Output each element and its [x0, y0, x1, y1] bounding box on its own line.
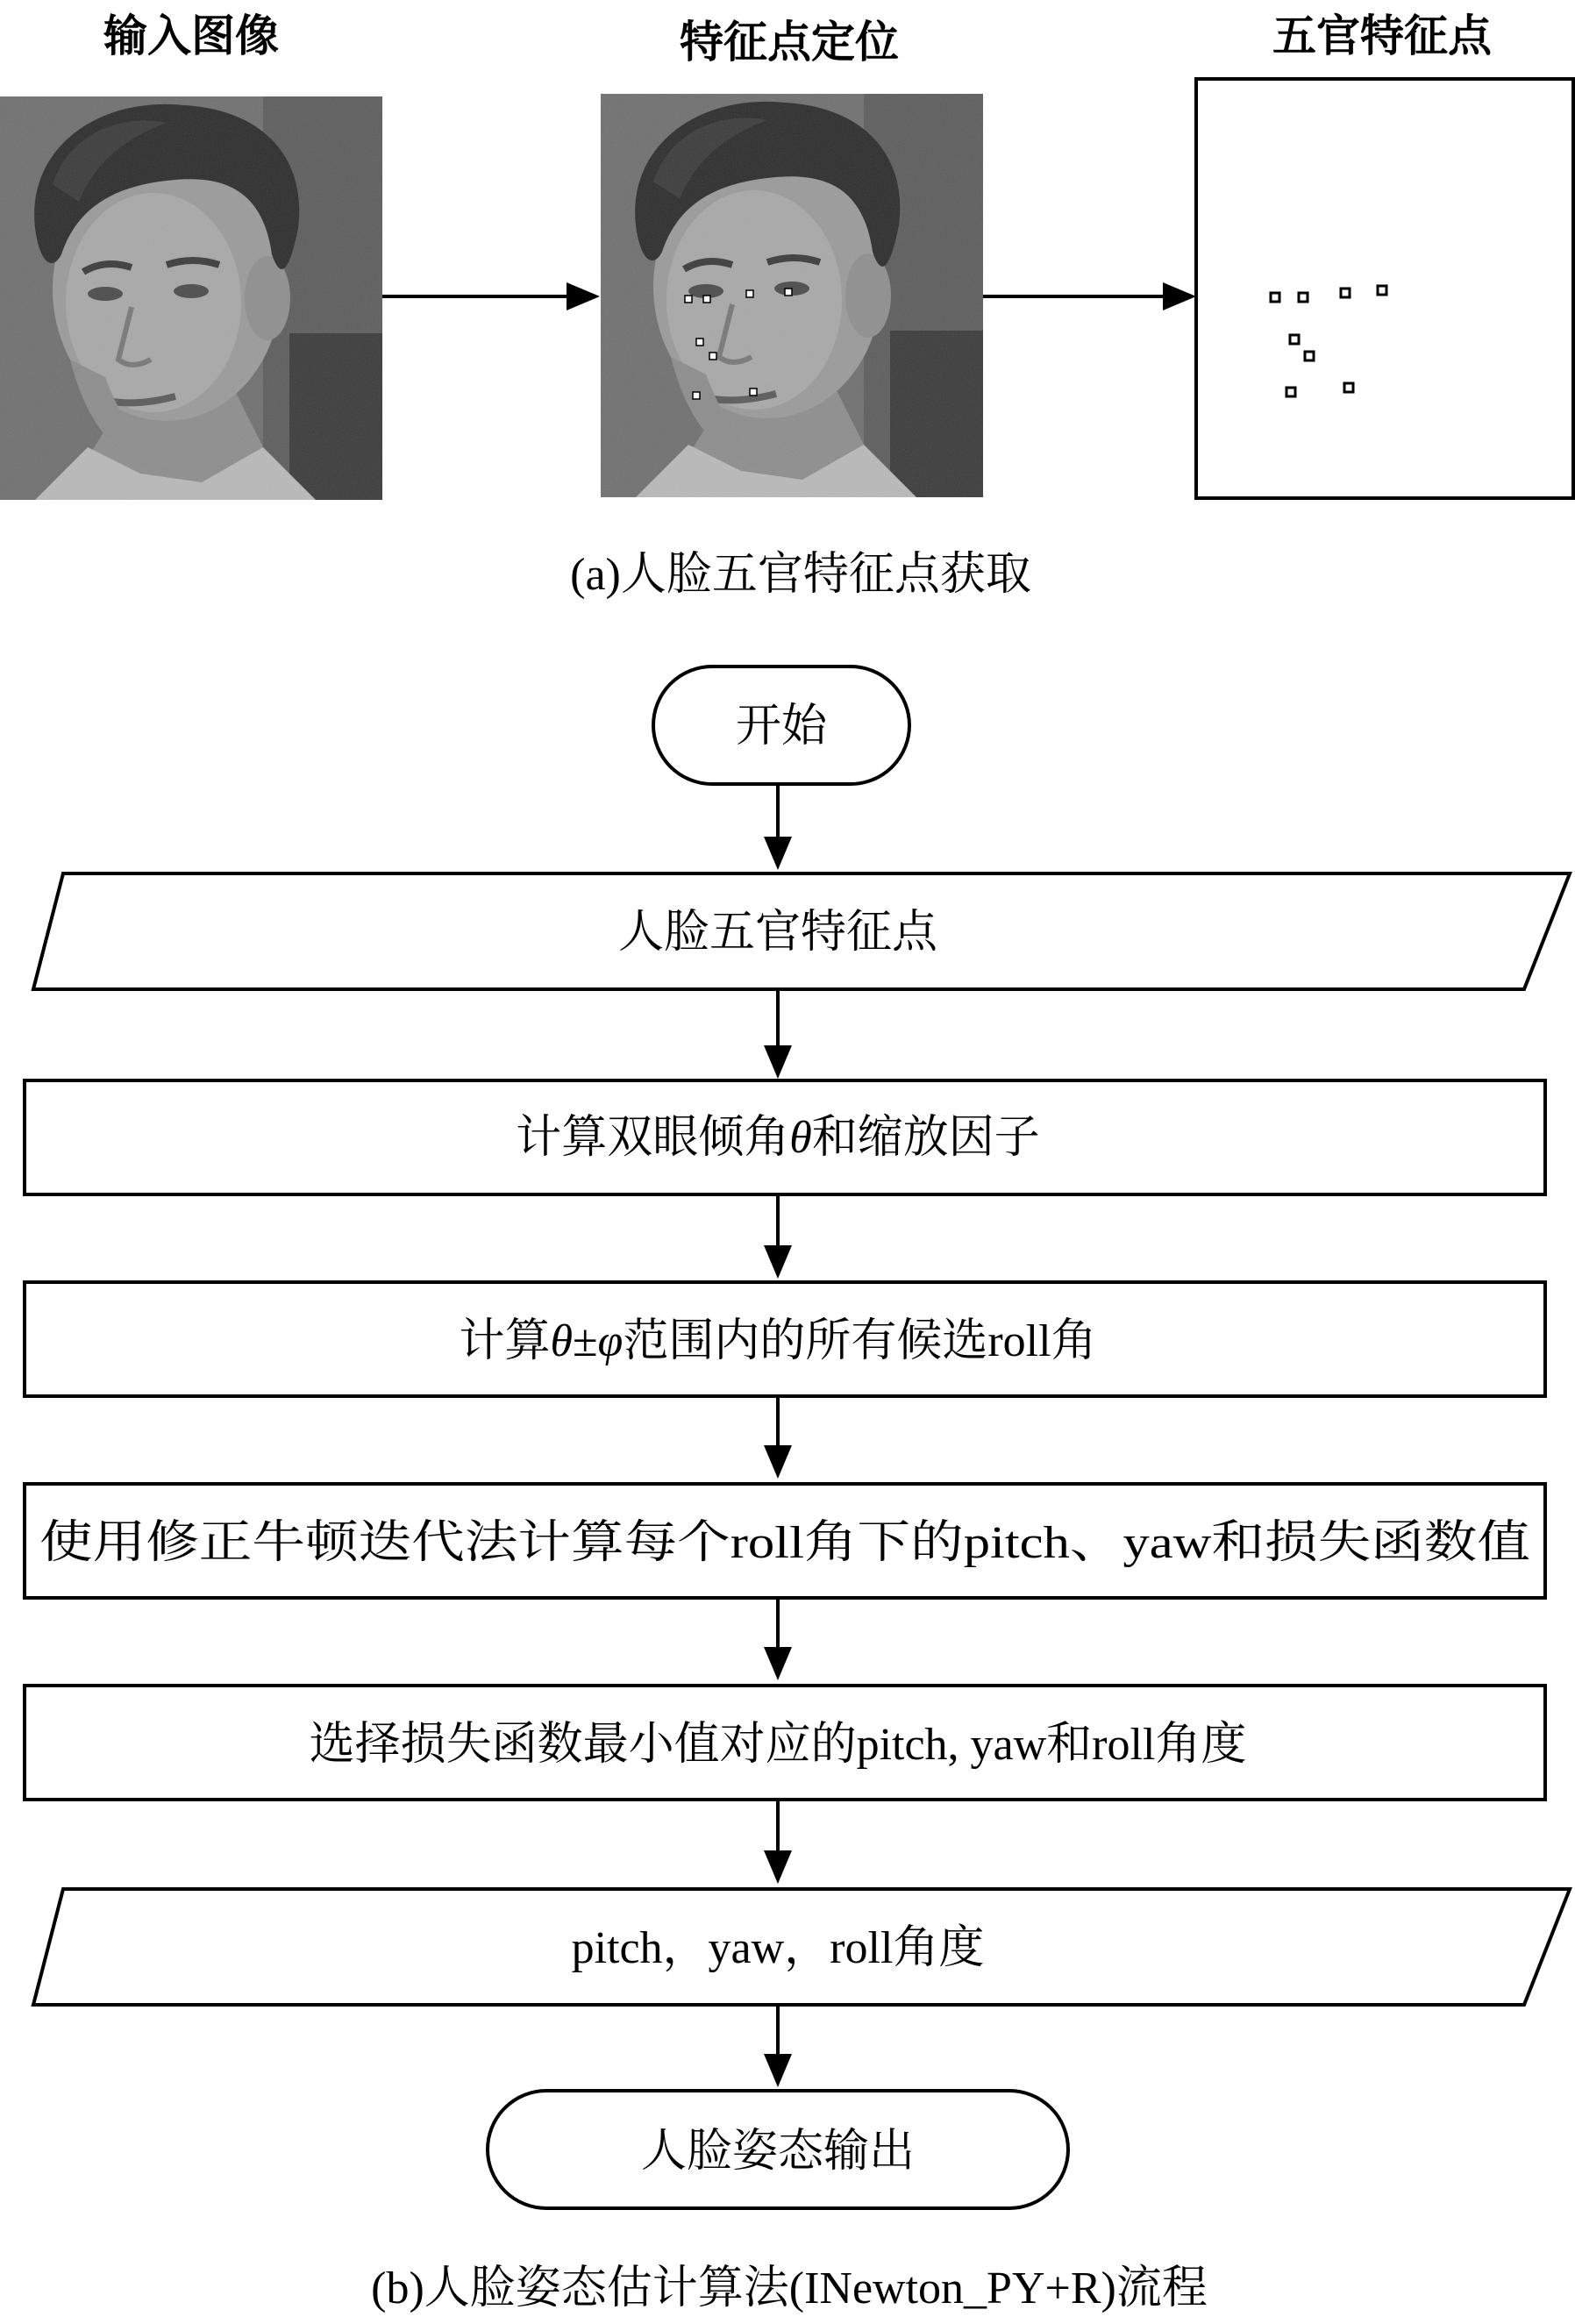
step2-label: 计算θ±φ范围内的所有候选roll角: [459, 1316, 1097, 1366]
end-label: 人脸姿态输出: [640, 2127, 916, 2177]
arrow-locate-to-features: [983, 282, 1196, 310]
step1-label: 计算双眼倾角θ和缩放因子: [516, 1113, 1040, 1163]
facial-landmarks-title: 五官特征点: [1272, 11, 1492, 61]
output-io-label: pitch，yaw，roll角度: [571, 1923, 985, 1973]
arrow-input-to-locate: [382, 282, 600, 310]
landmark-face-photo: [601, 94, 983, 497]
step4-label: 选择损失函数最小值对应的pitch, yaw和roll角度: [309, 1720, 1247, 1770]
arrow-step3-to-step4: [764, 1598, 792, 1680]
input-image-title: 输入图像: [103, 11, 279, 61]
arrow-start-to-input: [764, 784, 792, 870]
arrow-input-to-step1: [764, 989, 792, 1079]
step3-label: 使用修正牛顿迭代法计算每个roll角下的pitch、yaw和损失函数值: [39, 1518, 1531, 1568]
caption-a: (a)人脸五官特征点获取: [570, 550, 1031, 600]
arrow-step4-to-output: [764, 1800, 792, 1884]
start-label: 开始: [735, 702, 828, 752]
arrow-step1-to-step2: [764, 1194, 792, 1279]
arrow-step2-to-step3: [764, 1396, 792, 1479]
input-face-photo: [0, 96, 382, 500]
caption-b: (b)人脸姿态估计算法(INewton_PY+R)流程: [371, 2263, 1208, 2313]
landmark-locate-title: 特征点定位: [680, 17, 899, 68]
input-io-label: 人脸五官特征点: [617, 908, 938, 958]
arrow-output-to-end: [764, 2005, 792, 2087]
